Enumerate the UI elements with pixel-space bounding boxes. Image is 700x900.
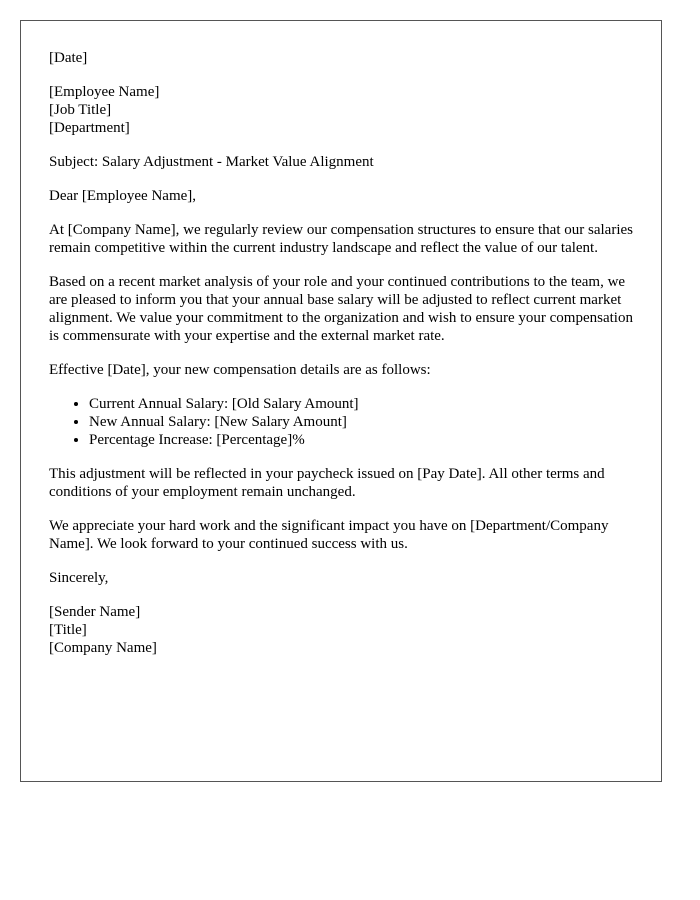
list-item-percentage-increase: • Percentage Increase: [Percentage]% [89, 431, 633, 449]
sender-company: [Company Name] [49, 640, 157, 656]
letter-date: [Date] [49, 50, 88, 66]
list-item-current-salary: • Current Annual Salary: [Old Salary Amount] [89, 395, 633, 413]
analysis-paragraph: Based on a recent market analysis of your role and your continued contributions to the team, we are pleased to inform you that your annual base salary will be adjusted to reflect current market alignment. We value your commitment to the organization and wish to ensure your compensation is commensurate with your expertise and the external market rate. [49, 274, 633, 344]
recipient-name: [Employee Name] [49, 84, 160, 100]
compensation-details-list [49, 395, 633, 449]
appreciation-paragraph: We appreciate your hard work and the significant impact you have on [Department/Company Name]. We look forward to your continued success with us. [49, 518, 609, 552]
subject-line: Subject: Salary Adjustment - Market Value Alignment [49, 154, 374, 170]
effective-date-paragraph: Effective [Date], your new compensation details are as follows: [49, 362, 431, 378]
letter-document [20, 20, 662, 782]
recipient-block [49, 83, 633, 137]
signoff: Sincerely, [49, 570, 109, 586]
intro-paragraph: At [Company Name], we regularly review our compensation structures to ensure that our salaries remain competitive within the current industry landscape and reflect the value of our talent. [49, 222, 633, 256]
sender-name: [Sender Name] [49, 604, 141, 620]
recipient-department: [Department] [49, 120, 130, 136]
date-line [49, 49, 633, 67]
paycheck-paragraph: This adjustment will be reflected in your paycheck issued on [Pay Date]. All other terms and conditions of your employment remain unchanged. [49, 466, 605, 500]
salutation: Dear [Employee Name], [49, 188, 197, 204]
recipient-job-title: [Job Title] [49, 102, 112, 118]
list-item-new-salary: • New Annual Salary: [New Salary Amount] [89, 413, 633, 431]
sender-block [49, 603, 633, 657]
sender-title: [Title] [49, 622, 87, 638]
